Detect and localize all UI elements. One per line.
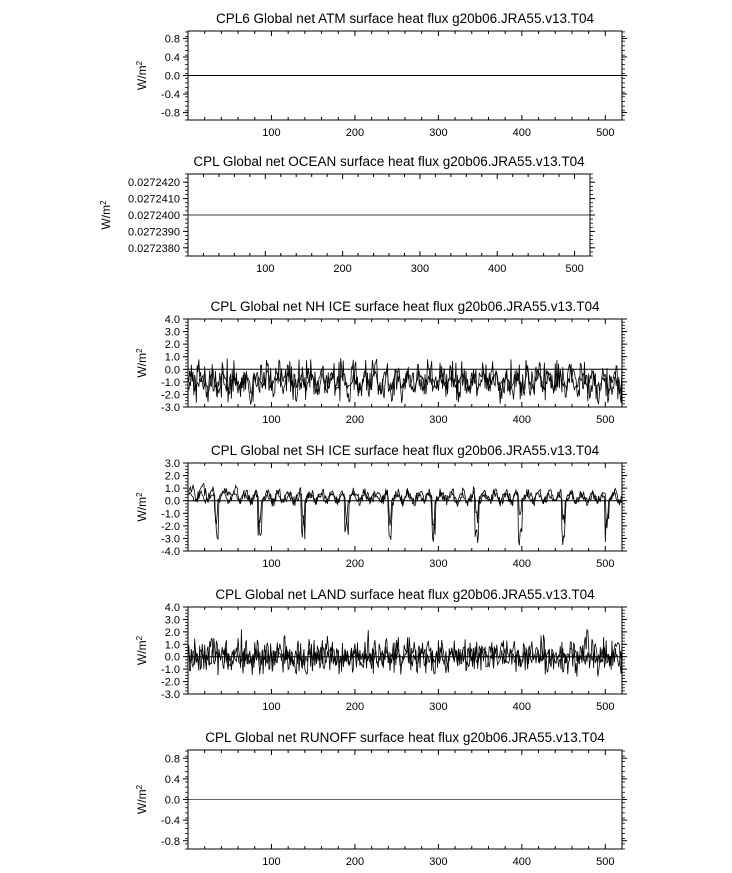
y-tick-label: -1.0	[161, 508, 180, 521]
x-tick-label: 500	[596, 558, 615, 570]
y-tick-label: 1.0	[164, 351, 180, 364]
y-axis-label: $W/m^2$	[134, 60, 149, 91]
y-tick-label: 3.0	[164, 614, 180, 627]
x-tick-label: 300	[410, 263, 430, 275]
x-tick-label: 300	[429, 127, 448, 139]
x-tick-label: 400	[512, 856, 532, 868]
y-tick-label: 4.0	[164, 314, 180, 326]
x-tick-label: 500	[596, 414, 615, 426]
series-line-1	[189, 629, 622, 676]
x-tick-label: 500	[565, 263, 584, 275]
y-tick-label: 0.0	[164, 651, 180, 664]
x-tick-label: 100	[256, 263, 275, 275]
x-tick-label: 200	[345, 856, 365, 868]
y-tick-label: -3.0	[161, 689, 180, 701]
chart-panel-3	[135, 299, 628, 426]
plot-frame	[188, 607, 622, 694]
x-tick-label: 500	[596, 856, 615, 868]
chart-panel-5	[135, 587, 628, 713]
x-tick-label: 500	[596, 127, 615, 139]
y-tick-label: 3.0	[164, 326, 180, 339]
x-tick-label: 200	[345, 558, 365, 570]
y-axis-label: $W/m^2$	[98, 200, 113, 230]
y-tick-label: 0.0	[164, 495, 180, 508]
x-tick-label: 300	[429, 558, 448, 570]
y-tick-label: 0.0	[164, 70, 180, 83]
x-tick-label: 500	[596, 701, 615, 713]
y-tick-label: 0.0272400	[128, 210, 180, 222]
x-tick-label: 100	[262, 127, 281, 139]
y-axis-label-exponent: 2	[134, 348, 144, 353]
y-tick-label: 2.0	[164, 470, 180, 483]
y-tick-label: 0.0	[164, 364, 180, 377]
y-tick-label: 0.8	[164, 33, 180, 46]
y-tick-label: 2.0	[164, 339, 180, 352]
y-axis-label-exponent: 2	[98, 200, 108, 205]
y-tick-label: 0.0	[164, 794, 180, 807]
chart-title: CPL Global net LAND surface heat flux g20b06.JRA55.v13.T04	[215, 587, 595, 602]
series-line-1	[189, 483, 622, 545]
y-axis-label: $W/m^2$	[134, 635, 149, 666]
y-axis-label-exponent: 2	[134, 784, 144, 790]
chart-title: CPL Global net SH ICE surface heat flux g20b06.JRA55.v13.T04	[210, 443, 600, 458]
y-tick-label: -2.0	[161, 389, 180, 402]
y-tick-label: 0.8	[164, 753, 180, 766]
x-tick-label: 100	[262, 701, 281, 713]
chart-title: CPL Global net NH ICE surface heat flux g20b06.JRA55.v13.T04	[210, 299, 600, 314]
x-tick-label: 300	[429, 701, 448, 713]
x-tick-label: 400	[488, 263, 507, 275]
y-axis-label-exponent: 2	[134, 492, 144, 497]
x-tick-label: 100	[262, 558, 281, 570]
y-tick-label: 3.0	[164, 458, 180, 470]
x-tick-label: 400	[512, 127, 532, 139]
y-tick-label: -0.8	[161, 107, 180, 120]
x-tick-label: 200	[345, 414, 365, 426]
y-tick-label: 4.0	[164, 602, 180, 614]
y-tick-label: 1.0	[164, 639, 180, 652]
x-tick-label: 100	[262, 856, 281, 868]
chart-panel-6	[135, 730, 628, 868]
y-tick-label: -4.0	[161, 546, 180, 558]
x-tick-label: 400	[512, 558, 532, 570]
y-tick-label: 0.0272420	[128, 177, 180, 190]
y-axis-label-exponent: 2	[134, 60, 144, 66]
y-tick-label: 0.4	[164, 773, 180, 786]
y-tick-label: 0.0272390	[128, 226, 180, 239]
chart-panel-4	[135, 443, 628, 570]
plot-frame	[188, 463, 622, 551]
chart-title: CPL Global net OCEAN surface heat flux g20b06.JRA55.v13.T04	[193, 154, 585, 169]
y-tick-label: -3.0	[161, 533, 180, 546]
x-tick-label: 300	[429, 414, 448, 426]
y-axis-label-exponent: 2	[134, 635, 144, 641]
x-tick-label: 400	[512, 414, 532, 426]
y-tick-label: 0.0272380	[128, 242, 180, 255]
y-tick-label: -1.0	[161, 664, 180, 677]
y-tick-label: -2.0	[161, 676, 180, 689]
y-tick-label: -0.8	[161, 835, 180, 848]
y-axis-label: $W/m^2$	[134, 348, 149, 378]
y-tick-label: 1.0	[164, 483, 180, 496]
x-tick-label: 400	[512, 701, 532, 713]
x-tick-label: 100	[262, 414, 281, 426]
x-tick-label: 200	[345, 701, 365, 713]
x-tick-label: 200	[333, 263, 352, 275]
y-tick-label: 0.4	[164, 51, 180, 64]
chart-title: CPL Global net RUNOFF surface heat flux g20b06.JRA55.v13.T04	[205, 730, 605, 745]
x-tick-label: 200	[345, 127, 365, 139]
chart-title: CPL6 Global net ATM surface heat flux g20b06.JRA55.v13.T04	[216, 11, 594, 26]
y-tick-label: 0.0272410	[128, 193, 180, 206]
chart-panel-2	[99, 154, 596, 275]
y-tick-label: -1.0	[161, 376, 180, 389]
y-tick-label: -0.4	[161, 815, 180, 828]
series-line-2	[189, 491, 622, 526]
y-axis-label: $W/m^2$	[134, 784, 149, 815]
y-tick-label: -3.0	[161, 402, 180, 414]
y-tick-label: -2.0	[161, 520, 180, 533]
y-axis-label: $W/m^2$	[134, 492, 149, 522]
y-tick-label: -0.4	[161, 89, 180, 102]
y-tick-label: 2.0	[164, 626, 180, 639]
x-tick-label: 300	[429, 856, 448, 868]
chart-panel-1	[135, 11, 628, 139]
